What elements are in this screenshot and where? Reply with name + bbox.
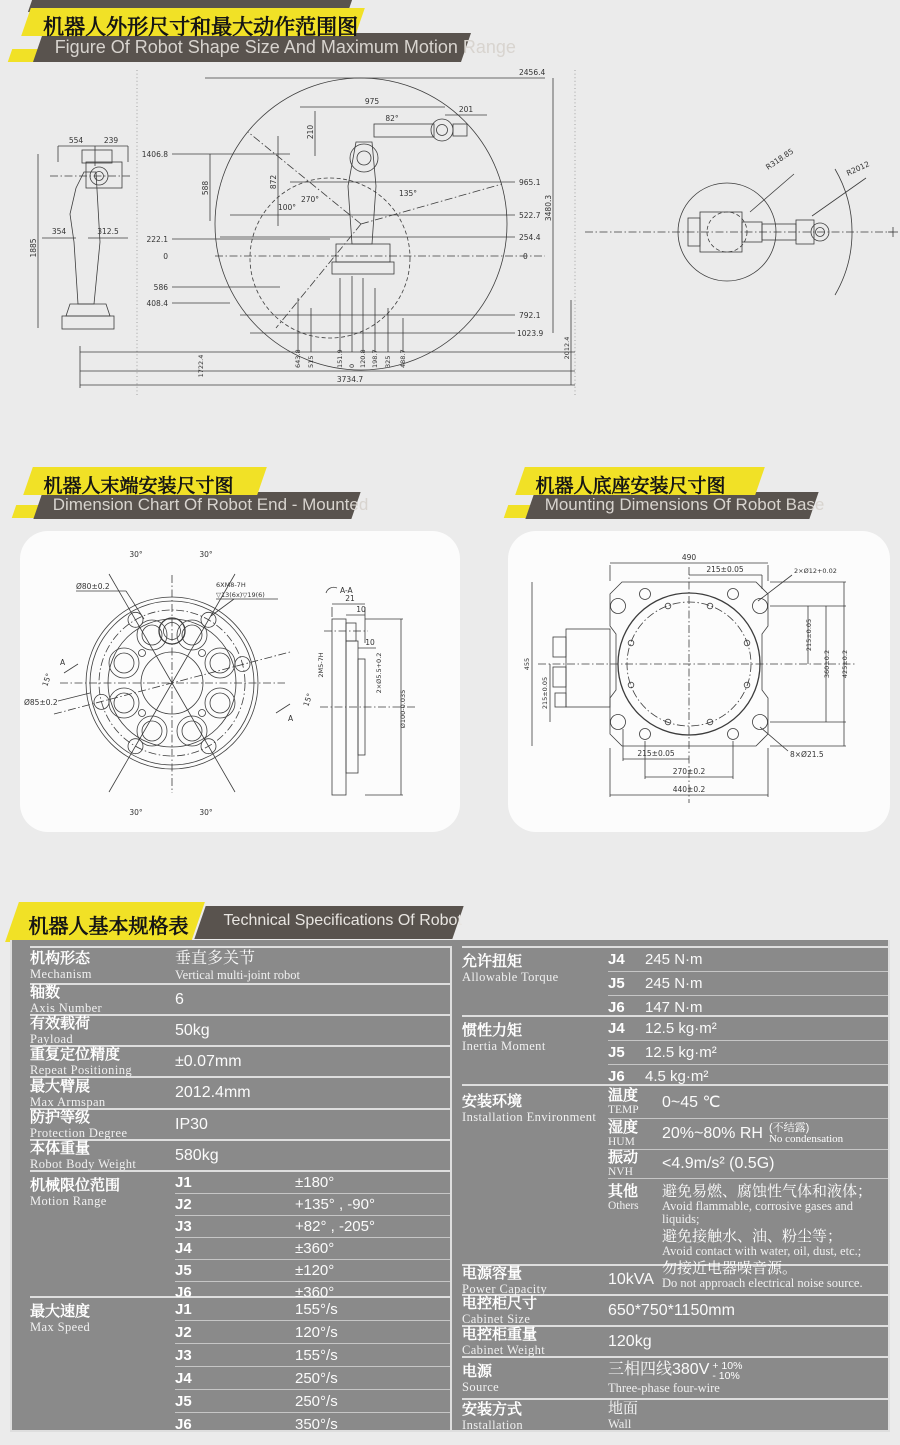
svg-text:R318.85: R318.85	[764, 146, 796, 172]
svg-text:Ø85±0.2: Ø85±0.2	[24, 698, 58, 707]
svg-text:0: 0	[163, 252, 168, 261]
label-en: Allowable Torque	[462, 969, 559, 984]
svg-text:270°: 270°	[300, 195, 320, 204]
motion-range-view	[80, 68, 575, 388]
row-mechanism	[30, 946, 450, 983]
joint-row: J3 +82° , -205°	[175, 1215, 450, 1237]
svg-text:21: 21	[345, 594, 355, 603]
label-en: Protection Degree	[30, 1126, 128, 1140]
label-en: Power Capacity	[462, 1281, 548, 1296]
row-max-speed	[30, 1296, 450, 1433]
row-motion-range	[30, 1170, 450, 1301]
svg-text:10: 10	[365, 638, 375, 647]
label-zh: 安装方式	[462, 1400, 523, 1418]
spec-column-left	[12, 946, 452, 1433]
value-zh: 地面	[608, 1400, 639, 1417]
svg-text:Ø80±0.2: Ø80±0.2	[76, 582, 110, 591]
env-row-others: 其他 Others 避免易燃、腐蚀性气体和液体； Avoid flammable, corrosive gases and liquids; 避免接触水、油、粉尘等； Avoid contact with water, oil, dust, etc.; 勿接近电器噪音源。 Do not approach electrical noise source.	[608, 1178, 888, 1274]
row-body-weight	[30, 1139, 450, 1170]
label-zh: 安装环境	[462, 1092, 523, 1110]
label-zh: 允许扭矩	[462, 952, 523, 970]
value: IP30	[175, 1115, 208, 1133]
value: 6	[175, 990, 184, 1008]
flange-section-view	[317, 586, 416, 795]
header2r-title-band	[515, 467, 765, 495]
value-zh: 垂直多关节	[175, 949, 256, 967]
label-en: Installation	[462, 1417, 524, 1432]
header3-subtitle-band	[194, 906, 463, 939]
spec-table	[10, 940, 890, 1432]
value-zh: 三相四线380V	[608, 1361, 710, 1378]
joint-row: J2 +135° , -90°	[175, 1193, 450, 1215]
joint-row: J4 ±360°	[175, 1237, 450, 1259]
joint-row: J6 4.5 kg·m²	[608, 1064, 888, 1088]
svg-text:215±0.05: 215±0.05	[637, 749, 675, 758]
svg-text:586: 586	[153, 283, 168, 292]
label-zh: 有效载荷	[30, 1015, 91, 1032]
svg-text:82°: 82°	[385, 114, 399, 123]
svg-text:30°: 30°	[129, 808, 143, 817]
svg-text:0: 0	[348, 363, 356, 368]
row-installation	[462, 1398, 888, 1432]
svg-text:8×Ø21.5: 8×Ø21.5	[790, 750, 824, 759]
label-en: Mechanism	[30, 967, 92, 981]
header3-title-band	[5, 902, 205, 942]
svg-text:588: 588	[201, 180, 210, 196]
env-row-hum: 湿度 HUM 20%~80% RH (不结露) No condensation	[608, 1118, 888, 1149]
env-caution-item: 勿接近电器噪音源。 Do not approach electrical noise source.	[662, 1260, 863, 1290]
value: ±0.07mm	[175, 1052, 242, 1070]
label-zh: 本体重量	[30, 1140, 91, 1157]
value: 650*750*1150mm	[608, 1301, 735, 1319]
header2l-title-band	[23, 467, 267, 495]
svg-text:0: 0	[523, 252, 528, 261]
label-zh: 电控柜尺寸	[462, 1295, 538, 1312]
env-row-nvh: 振动 NVH <4.9m/s² (0.5G)	[608, 1149, 888, 1178]
svg-text:643.8: 643.8	[294, 349, 302, 368]
label-en: Source	[462, 1379, 500, 1394]
svg-text:490: 490	[681, 553, 697, 562]
svg-text:30°: 30°	[199, 550, 213, 559]
joint-row: J5 ±120°	[175, 1259, 450, 1281]
joint-row: J5 250°/s	[175, 1389, 450, 1412]
svg-text:15°: 15°	[40, 672, 54, 688]
svg-text:2456.4: 2456.4	[519, 68, 546, 77]
svg-text:215±0.05: 215±0.05	[541, 676, 549, 710]
robot-top-view	[585, 146, 898, 295]
svg-text:425±0.2: 425±0.2	[841, 649, 849, 679]
value-en: Vertical multi-joint robot	[175, 967, 300, 982]
joint-row: J6 ±360°	[175, 1281, 450, 1303]
joint-row: J1 155°/s	[175, 1300, 338, 1318]
svg-text:239: 239	[103, 136, 119, 145]
end-mount-drawing	[20, 531, 460, 832]
svg-text:872: 872	[269, 174, 278, 190]
label-zh: 重复定位精度	[30, 1046, 121, 1063]
svg-text:2012.4: 2012.4	[563, 336, 571, 360]
svg-text:222.1: 222.1	[146, 235, 168, 244]
label-en: Robot Body Weight	[30, 1157, 137, 1171]
svg-text:2×Ø5.5+0.2: 2×Ø5.5+0.2	[375, 652, 383, 694]
value: 50kg	[175, 1021, 210, 1039]
row-cabinet-weight	[462, 1325, 888, 1356]
svg-text:198.7: 198.7	[371, 349, 379, 368]
svg-text:1885: 1885	[29, 238, 38, 258]
row-power-source	[462, 1356, 888, 1398]
joint-row: J2 120°/s	[175, 1320, 450, 1343]
joint-row: J4 12.5 kg·m²	[608, 1020, 717, 1037]
value-en: Three-phase four-wire	[608, 1381, 720, 1395]
joint-row: J1 ±180°	[175, 1174, 335, 1191]
base-plate-view	[523, 553, 856, 803]
overview-drawing	[0, 66, 900, 462]
joint-row: J6 147 N·m	[608, 995, 888, 1019]
svg-text:354: 354	[51, 227, 67, 236]
svg-text:1722.4: 1722.4	[197, 354, 205, 378]
svg-text:3734.7: 3734.7	[336, 375, 364, 384]
svg-text:270±0.2: 270±0.2	[672, 767, 706, 776]
env-caution-item: 避免接触水、油、粉尘等； Avoid contact with water, oil, dust, etc.;	[662, 1228, 862, 1258]
label-zh: 机械限位范围	[30, 1176, 121, 1194]
row-payload	[30, 1014, 450, 1045]
svg-text:2×Ø12+0.02: 2×Ø12+0.02	[794, 567, 837, 575]
svg-text:Ø100-0.035: Ø100-0.035	[399, 689, 407, 729]
svg-text:30°: 30°	[129, 550, 143, 559]
svg-text:15°: 15°	[301, 692, 315, 708]
svg-text:254.4: 254.4	[519, 233, 541, 242]
svg-text:215±0.05: 215±0.05	[805, 618, 813, 652]
label-zh: 最大臂展	[30, 1077, 91, 1095]
value: 120kg	[608, 1332, 652, 1350]
base-mount-title-en: Mounting Dimensions Of Robot Base	[544, 495, 825, 514]
svg-text:965.1: 965.1	[519, 178, 541, 187]
base-mount-card	[508, 531, 890, 832]
svg-text:975: 975	[364, 97, 380, 106]
svg-text:A-A: A-A	[340, 586, 353, 595]
header1-title-band	[21, 8, 365, 39]
svg-text:455: 455	[523, 657, 531, 671]
joint-row: J4 245 N·m	[608, 951, 703, 968]
label-zh: 机构形态	[30, 950, 91, 967]
end-mount-title-zh: 机器人末端安装尺寸图	[43, 476, 234, 497]
specs-title-zh: 机器人基本规格表	[28, 916, 189, 938]
label-zh: 电源容量	[462, 1264, 523, 1282]
value: 2012.4mm	[175, 1084, 251, 1101]
label-en: Motion Range	[30, 1193, 107, 1208]
svg-text:R2012: R2012	[845, 159, 871, 178]
voltage-tolerance: + 10% - 10%	[712, 1360, 743, 1382]
label-en: Payload	[30, 1032, 74, 1046]
label-en: Max Armspan	[30, 1094, 106, 1109]
end-mount-card	[20, 531, 460, 832]
env-value: <4.9m/s² (0.5G)	[662, 1155, 775, 1172]
base-mount-drawing	[508, 531, 890, 832]
robot-side-view	[29, 136, 130, 329]
env-row-temp: 温度 TEMP 0~45 ℃	[608, 1087, 721, 1116]
value: 10kVA	[608, 1271, 654, 1288]
svg-text:440±0.2: 440±0.2	[672, 785, 706, 794]
svg-text:10: 10	[356, 605, 366, 614]
row-axis-number	[30, 983, 450, 1014]
svg-text:201: 201	[458, 105, 474, 114]
joint-row: J5 245 N·m	[608, 971, 888, 995]
flange-front-view	[24, 550, 315, 817]
svg-text:A: A	[288, 714, 294, 723]
svg-text:100°: 100°	[277, 203, 297, 212]
joint-row: J5 12.5 kg·m²	[608, 1040, 888, 1064]
svg-text:360±0.2: 360±0.2	[823, 649, 831, 679]
value-en: Wall	[608, 1417, 632, 1431]
label-en: Cabinet Size	[462, 1312, 531, 1326]
label-zh: 电源	[462, 1362, 493, 1380]
end-mount-title-en: Dimension Chart Of Robot End - Mounted	[52, 495, 369, 514]
base-mount-title-zh: 机器人底座安装尺寸图	[535, 476, 726, 497]
svg-text:1406.8: 1406.8	[141, 150, 168, 159]
svg-text:30°: 30°	[199, 808, 213, 817]
joint-row: J4 250°/s	[175, 1366, 450, 1389]
label-zh: 电控柜重量	[462, 1326, 538, 1343]
env-value: 0~45 ℃	[662, 1094, 721, 1111]
svg-text:792.1: 792.1	[519, 311, 541, 320]
row-repeat-positioning	[30, 1045, 450, 1076]
label-zh: 防护等级	[30, 1109, 91, 1126]
row-cabinet-size	[462, 1294, 888, 1325]
row-protection-degree	[30, 1108, 450, 1139]
overview-title-en: Figure Of Robot Shape Size And Maximum Motion Range	[54, 37, 516, 57]
svg-text:▽13(6x)▽19(6): ▽13(6x)▽19(6)	[216, 591, 265, 599]
specs-title-en: Technical Specifications Of Robot	[223, 912, 462, 929]
env-value: 20%~80% RH	[662, 1125, 763, 1142]
value: 580kg	[175, 1146, 219, 1164]
svg-text:215±0.05: 215±0.05	[706, 565, 744, 574]
svg-text:3480.3: 3480.3	[544, 194, 553, 222]
svg-text:554: 554	[68, 136, 84, 145]
svg-text:A: A	[60, 658, 66, 667]
label-zh: 惯性力矩	[462, 1021, 523, 1039]
overview-title-zh: 机器人外形尺寸和最大动作范围图	[43, 15, 359, 39]
svg-text:488.7: 488.7	[399, 349, 407, 368]
svg-text:135°: 135°	[398, 189, 418, 198]
env-caution-item: 避免易燃、腐蚀性气体和液体； Avoid flammable, corrosive gases and liquids;	[662, 1183, 873, 1226]
row-max-armspan	[30, 1076, 450, 1108]
spec-column-right	[452, 946, 888, 1430]
svg-text:325: 325	[384, 355, 392, 368]
svg-text:522.7: 522.7	[519, 211, 541, 220]
row-allowable-torque	[462, 946, 888, 1015]
svg-text:1023.9: 1023.9	[517, 329, 544, 338]
svg-text:2M5-7H: 2M5-7H	[317, 652, 325, 678]
label-en: Repeat Positioning	[30, 1063, 132, 1077]
label-en: Axis Number	[30, 1001, 103, 1015]
svg-text:408.4: 408.4	[146, 299, 168, 308]
label-en: Installation Environment	[462, 1109, 597, 1124]
label-zh: 最大速度	[30, 1302, 91, 1320]
label-en: Inertia Moment	[462, 1038, 546, 1053]
svg-text:312.5: 312.5	[97, 227, 119, 236]
svg-text:6XM8-7H: 6XM8-7H	[216, 581, 246, 589]
label-en: Cabinet Weight	[462, 1343, 546, 1357]
row-inertia-moment	[462, 1015, 888, 1084]
joint-row: J3 155°/s	[175, 1343, 450, 1366]
svg-text:151.9: 151.9	[336, 349, 344, 368]
joint-row: J6 350°/s	[175, 1412, 450, 1435]
label-zh: 轴数	[30, 984, 61, 1001]
svg-text:120.8: 120.8	[359, 349, 367, 368]
svg-text:210: 210	[306, 124, 315, 140]
svg-text:515: 515	[307, 355, 315, 368]
label-en: Max Speed	[30, 1319, 91, 1334]
